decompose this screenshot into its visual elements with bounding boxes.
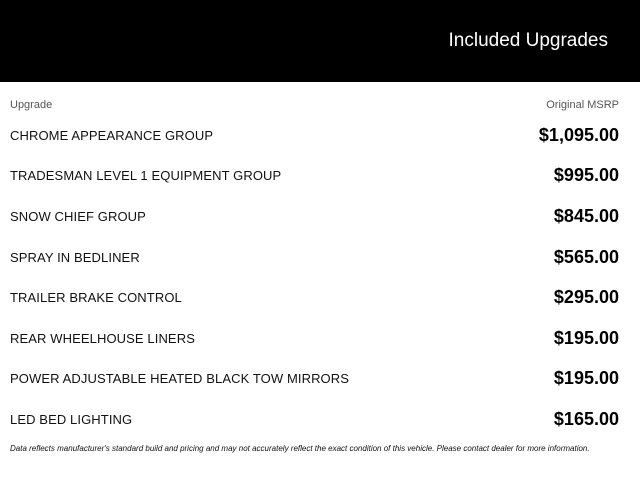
- upgrade-name: CHROME APPEARANCE GROUP: [10, 127, 214, 143]
- list-item: [10, 277, 619, 318]
- upgrade-name: TRAILER BRAKE CONTROL: [10, 290, 182, 306]
- list-item: [10, 399, 619, 440]
- upgrade-name: REAR WHEELHOUSE LINERS: [10, 330, 195, 346]
- disclaimer-text: Data reflects manufacturer's standard build and pricing and may not accurately reflect the exact condition of this vehicle. Please contact dealer for more information.: [10, 444, 590, 453]
- list-item: [10, 196, 619, 237]
- upgrade-price: $845.00: [553, 205, 619, 226]
- upgrades-list: [10, 115, 619, 440]
- msrp-column-header: Original MSRP: [546, 99, 619, 111]
- list-item: [10, 359, 619, 400]
- list-item: [10, 237, 619, 278]
- upgrade-column-header: Upgrade: [10, 99, 53, 111]
- list-item: [10, 115, 619, 156]
- page-title: Included Upgrades: [448, 30, 608, 51]
- upgrade-name: POWER ADJUSTABLE HEATED BLACK TOW MIRRORS: [10, 371, 350, 387]
- upgrade-price: $565.00: [553, 246, 619, 267]
- upgrade-price: $1,095.00: [538, 124, 619, 145]
- upgrade-price: $995.00: [553, 165, 619, 186]
- column-headers: [10, 99, 619, 113]
- list-item: [10, 156, 619, 197]
- upgrade-name: LED BED LIGHTING: [10, 411, 133, 427]
- list-item: [10, 318, 619, 359]
- upgrade-name: SNOW CHIEF GROUP: [10, 208, 146, 224]
- upgrade-price: $165.00: [553, 408, 619, 429]
- header-bar: [0, 0, 640, 82]
- upgrade-price: $195.00: [553, 368, 619, 389]
- upgrade-price: $195.00: [553, 327, 619, 348]
- upgrade-price: $295.00: [553, 287, 619, 308]
- upgrade-name: TRADESMAN LEVEL 1 EQUIPMENT GROUP: [10, 168, 282, 184]
- upgrade-name: SPRAY IN BEDLINER: [10, 249, 140, 265]
